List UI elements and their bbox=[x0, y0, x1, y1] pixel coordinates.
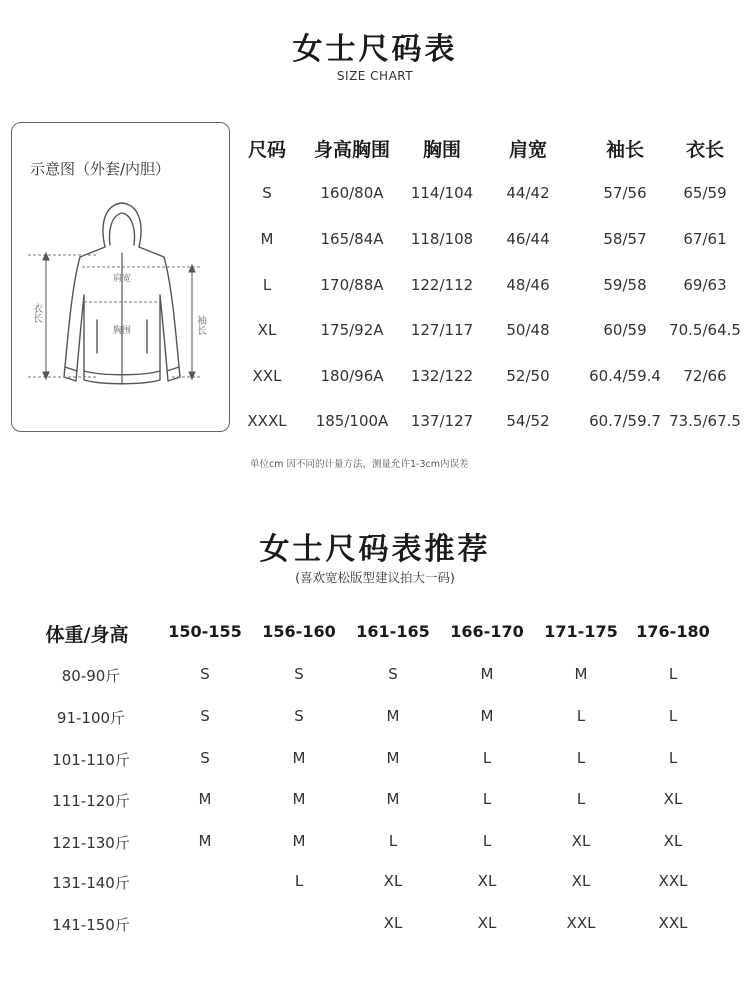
size-chart-cell-chest: 137/127 bbox=[410, 412, 474, 430]
size-chart-cell-size: XL bbox=[257, 321, 277, 339]
size-chart-cell-chest: 122/112 bbox=[410, 276, 474, 294]
size-chart-subtitle: SIZE CHART bbox=[336, 69, 414, 83]
recommended-size-cell: M bbox=[292, 749, 306, 767]
weight-label: 111-120斤 bbox=[52, 792, 130, 810]
recommended-size-cell: L bbox=[576, 749, 586, 767]
size-chart-cell-height-chest: 160/80A bbox=[320, 184, 384, 202]
size-chart-cell-shoulder: 46/44 bbox=[506, 230, 550, 248]
chest-label: 胸围 bbox=[112, 326, 132, 336]
recommended-size-cell: XXL bbox=[566, 914, 596, 932]
size-chart-cell-size: L bbox=[262, 276, 272, 294]
height-header: 161-165 bbox=[356, 622, 430, 641]
size-chart-cell-height-chest: 180/96A bbox=[320, 367, 384, 385]
recommended-size-cell: M bbox=[198, 832, 212, 850]
size-chart-cell-chest: 114/104 bbox=[410, 184, 474, 202]
size-chart-cell-sleeve: 59/58 bbox=[603, 276, 647, 294]
recommended-size-cell: XL bbox=[663, 790, 683, 808]
height-header: 176-180 bbox=[636, 622, 710, 641]
height-header: 150-155 bbox=[168, 622, 242, 641]
recommended-size-cell: M bbox=[480, 665, 494, 683]
recommended-size-cell: M bbox=[292, 790, 306, 808]
weight-label: 141-150斤 bbox=[52, 916, 130, 934]
shoulder-label: 肩宽 bbox=[112, 274, 132, 284]
size-chart-header-height-chest: 身高胸围 bbox=[313, 139, 391, 161]
recommended-size-cell: L bbox=[668, 749, 678, 767]
size-chart-header-chest: 胸围 bbox=[422, 139, 462, 161]
weight-label: 91-100斤 bbox=[56, 709, 126, 727]
weight-label: 121-130斤 bbox=[52, 834, 130, 852]
weight-label: 101-110斤 bbox=[52, 751, 130, 769]
size-chart-cell-sleeve: 60.7/59.7 bbox=[589, 412, 661, 430]
size-chart-cell-sleeve: 60/59 bbox=[603, 321, 647, 339]
recommended-size-cell: L bbox=[668, 665, 678, 683]
size-chart-cell-sleeve: 60.4/59.4 bbox=[589, 367, 661, 385]
recommended-size-cell: XL bbox=[571, 832, 591, 850]
size-chart-cell-size: XXL bbox=[252, 367, 282, 385]
size-chart-cell-length: 65/59 bbox=[683, 184, 727, 202]
recommend-title: 女士尺码表推荐 bbox=[259, 532, 491, 567]
size-chart-cell-shoulder: 50/48 bbox=[506, 321, 550, 339]
recommended-size-cell: L bbox=[482, 790, 492, 808]
size-chart-cell-length: 69/63 bbox=[683, 276, 727, 294]
size-chart-cell-chest: 118/108 bbox=[410, 230, 474, 248]
recommended-size-cell: M bbox=[386, 790, 400, 808]
recommended-size-cell: XL bbox=[477, 872, 497, 890]
size-chart-header-size: 尺码 bbox=[247, 139, 287, 161]
size-chart-cell-chest: 127/117 bbox=[410, 321, 474, 339]
size-chart-cell-length: 73.5/67.5 bbox=[669, 412, 741, 430]
recommended-size-cell: L bbox=[482, 749, 492, 767]
recommended-size-cell: L bbox=[388, 832, 398, 850]
size-chart-cell-height-chest: 170/88A bbox=[320, 276, 384, 294]
recommended-size-cell: L bbox=[294, 872, 304, 890]
size-chart-cell-height-chest: 165/84A bbox=[320, 230, 384, 248]
recommend-subtitle: (喜欢宽松版型建议拍大一码) bbox=[295, 570, 455, 585]
recommended-size-cell: M bbox=[292, 832, 306, 850]
size-chart-cell-shoulder: 54/52 bbox=[506, 412, 550, 430]
height-header: 171-175 bbox=[544, 622, 618, 641]
recommended-size-cell: S bbox=[294, 665, 304, 683]
recommended-size-cell: XL bbox=[663, 832, 683, 850]
size-chart-header-sleeve: 袖长 bbox=[605, 139, 645, 161]
jacket-illustration bbox=[22, 195, 222, 405]
size-chart-cell-chest: 132/122 bbox=[410, 367, 474, 385]
recommended-size-cell: XL bbox=[477, 914, 497, 932]
size-chart-cell-length: 72/66 bbox=[683, 367, 727, 385]
recommended-size-cell: M bbox=[386, 749, 400, 767]
recommended-size-cell: XL bbox=[383, 872, 403, 890]
recommended-size-cell: S bbox=[200, 665, 210, 683]
recommended-size-cell: XL bbox=[383, 914, 403, 932]
size-chart-cell-shoulder: 48/46 bbox=[506, 276, 550, 294]
recommended-size-cell: M bbox=[198, 790, 212, 808]
size-chart-header-length: 衣长 bbox=[685, 139, 725, 161]
size-chart-cell-height-chest: 175/92A bbox=[320, 321, 384, 339]
recommended-size-cell: S bbox=[388, 665, 398, 683]
height-header: 166-170 bbox=[450, 622, 524, 641]
height-header: 156-160 bbox=[262, 622, 336, 641]
recommended-size-cell: M bbox=[480, 707, 494, 725]
length-label: 衣长 bbox=[30, 303, 42, 323]
recommended-size-cell: S bbox=[294, 707, 304, 725]
recommended-size-cell: L bbox=[576, 707, 586, 725]
recommended-size-cell: L bbox=[576, 790, 586, 808]
sleeve-label: 袖长 bbox=[194, 315, 206, 335]
size-chart-cell-shoulder: 44/42 bbox=[506, 184, 550, 202]
measurement-note: 单位cm 因不同的计量方法，测量允许1-3cm内误差 bbox=[250, 459, 469, 470]
size-chart-header-shoulder: 肩宽 bbox=[508, 139, 548, 161]
size-chart-cell-size: XXXL bbox=[247, 412, 287, 430]
size-chart-cell-length: 67/61 bbox=[683, 230, 727, 248]
weight-label: 131-140斤 bbox=[52, 874, 130, 892]
corner-header: 体重/身高 bbox=[45, 624, 129, 646]
recommended-size-cell: M bbox=[574, 665, 588, 683]
size-chart-cell-height-chest: 185/100A bbox=[315, 412, 389, 430]
size-chart-title: 女士尺码表 bbox=[292, 32, 458, 67]
size-chart-cell-sleeve: 58/57 bbox=[603, 230, 647, 248]
recommended-size-cell: L bbox=[668, 707, 678, 725]
weight-label: 80-90斤 bbox=[61, 667, 121, 685]
recommended-size-cell: XXL bbox=[658, 872, 688, 890]
size-chart-cell-size: S bbox=[262, 184, 272, 202]
recommended-size-cell: M bbox=[386, 707, 400, 725]
recommended-size-cell: S bbox=[200, 749, 210, 767]
size-chart-cell-sleeve: 57/56 bbox=[603, 184, 647, 202]
size-chart-cell-size: M bbox=[260, 230, 274, 248]
size-chart-cell-length: 70.5/64.5 bbox=[669, 321, 741, 339]
recommended-size-cell: L bbox=[482, 832, 492, 850]
recommended-size-cell: XL bbox=[571, 872, 591, 890]
recommended-size-cell: S bbox=[200, 707, 210, 725]
size-chart-cell-shoulder: 52/50 bbox=[506, 367, 550, 385]
diagram-caption: 示意图（外套/内胆） bbox=[30, 160, 171, 178]
recommended-size-cell: XXL bbox=[658, 914, 688, 932]
